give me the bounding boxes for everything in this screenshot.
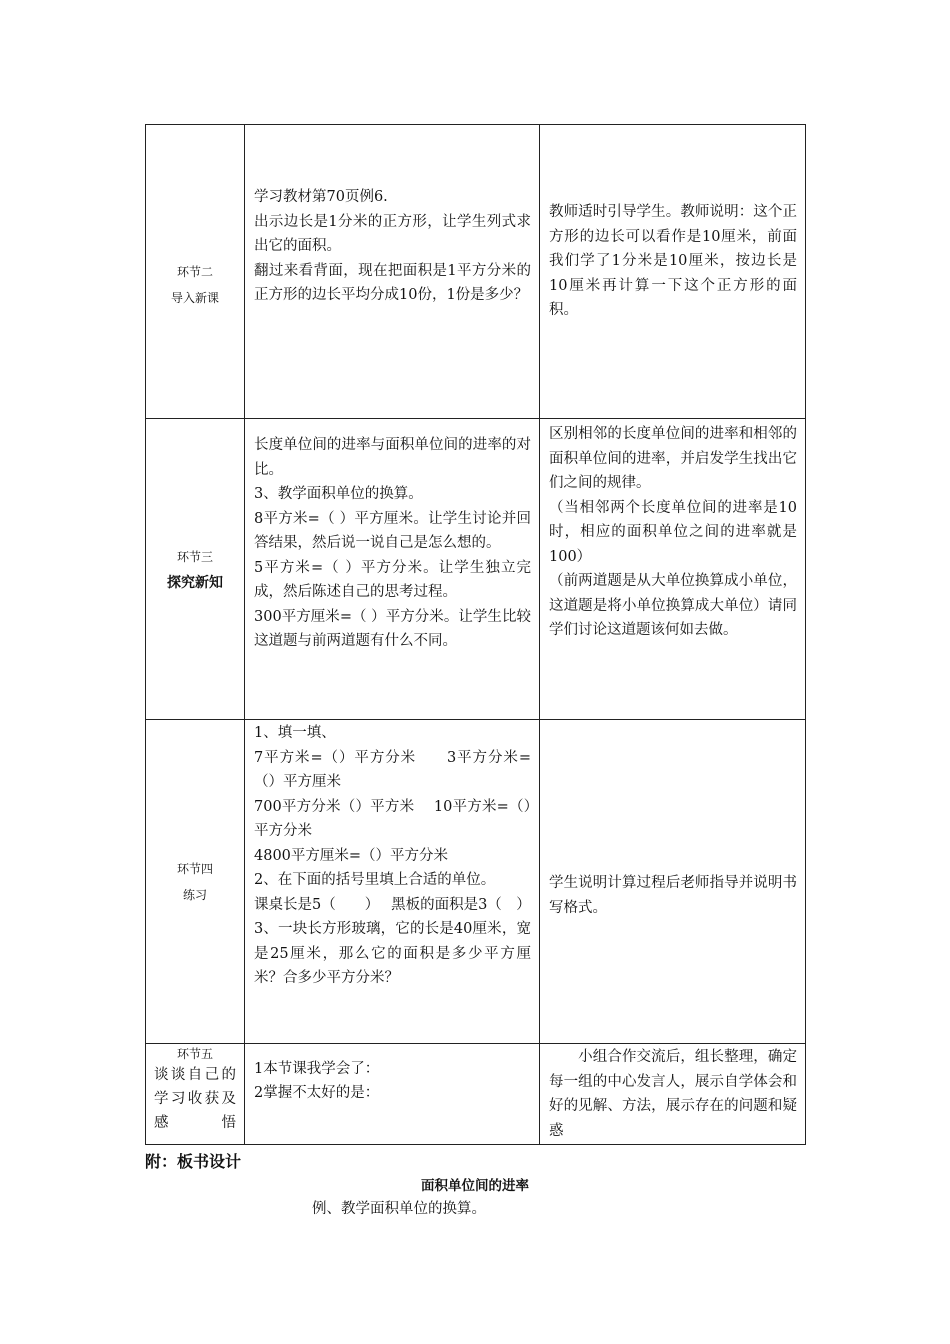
content-paragraph: 8平方米=（ ）平方厘米。让学生讨论并回答结果，然后说一说自己是怎么想的。: [254, 510, 531, 551]
content-cell: [245, 419, 540, 720]
content-paragraph: 1本节课我学会了：: [254, 1061, 380, 1077]
notes-cell: [540, 720, 806, 1044]
content-paragraph: 3、一块长方形玻璃，它的长是40厘米，宽是25厘米，那么它的面积是多少平方厘米？合多少平方分米？: [254, 921, 531, 986]
stage-number: 环节五: [176, 1047, 213, 1061]
content-paragraph: 7平方米=（）平方分米 3平方分米=（）平方厘米: [254, 749, 531, 790]
content-cell: [245, 720, 540, 1044]
stage-title: 探究新知: [167, 575, 223, 591]
notes-paragraph: 学生说明计算过程后老师指导并说明书写格式。: [549, 875, 797, 916]
stage-cell: [146, 1044, 245, 1145]
stage-title: 练习: [182, 888, 207, 902]
table-row: [146, 720, 806, 1044]
notes-paragraph: 小组合作交流后，组长整理，确定每一组的中心发言人，展示自学体会和好的见解、方法，展示存在的问题和疑惑: [549, 1049, 797, 1139]
content-paragraph: 4800平方厘米=（）平方分米: [254, 847, 449, 864]
content-cell: [245, 1044, 540, 1145]
notes-paragraph: 区别相邻的长度单位间的进率和相邻的面积单位间的进率，并启发学生找出它们之间的规律。: [549, 426, 797, 491]
table-row: [146, 1044, 806, 1145]
lesson-plan-table: [145, 124, 806, 1145]
notes-paragraph: （前两道题是从大单位换算成小单位，这道题是将小单位换算成大单位）请同学们讨论这道题该何如去做。: [549, 573, 797, 638]
content-paragraph: 700平方分米（）平方米 10平方米=（）平方分米: [254, 798, 531, 839]
notes-cell: [540, 1044, 806, 1145]
content-paragraph: 出示边长是1分米的正方形，让学生列式求出它的面积。: [254, 213, 531, 254]
content-paragraph: 300平方厘米=（ ）平方分米。让学生比较这道题与前两道题有什么不同。: [254, 608, 531, 649]
content-paragraph: 2掌握不太好的是：: [254, 1085, 380, 1101]
stage-number: 环节二: [176, 265, 213, 279]
content-paragraph: 1、填一填、: [254, 725, 336, 741]
content-paragraph: 5平方米=（ ）平方分米。让学生独立完成，然后陈述自己的思考过程。: [254, 559, 531, 600]
notes-cell: [540, 419, 806, 720]
stage-title: 导入新课: [170, 291, 219, 305]
notes-paragraph: 教师适时引导学生。教师说明：这个正方形的边长可以看作是10厘米，前面我们学了1分米是10厘米，按边长是10厘米再计算一下这个正方形的面积。: [549, 204, 797, 318]
content-paragraph: 2、在下面的括号里填上合适的单位。: [254, 872, 496, 888]
stage-number: 环节三: [176, 550, 213, 564]
board-title: 面积单位间的进率: [421, 1178, 529, 1194]
stage-number: 环节四: [176, 862, 213, 876]
content-paragraph: 3、教学面积单位的换算。: [254, 486, 423, 502]
stage-cell: [146, 419, 245, 720]
appendix-heading: 附：板书设计: [145, 1152, 242, 1171]
content-paragraph: 长度单位间的进率与面积单位间的进率的对比。: [254, 437, 531, 478]
content-paragraph: 翻过来看背面，现在把面积是1平方分米的正方形的边长平均分成10份，1份是多少？: [254, 262, 531, 303]
board-line: 例、教学面积单位的换算。: [312, 1201, 486, 1217]
stage-cell: [146, 720, 245, 1044]
stage-cell: [146, 125, 245, 419]
stage-title: 谈谈自己的学习收获及感悟: [154, 1067, 236, 1131]
content-paragraph: 课桌长是5（ ） 黑板的面积是3（ ）: [254, 896, 531, 913]
table-row: [146, 419, 806, 720]
notes-cell: [540, 125, 806, 419]
table-row: [146, 125, 806, 419]
notes-paragraph: （当相邻两个长度单位间的进率是10时，相应的面积单位之间的进率就是100）: [549, 499, 797, 565]
content-paragraph: 学习教材第70页例6.: [254, 189, 388, 205]
content-cell: [245, 125, 540, 419]
